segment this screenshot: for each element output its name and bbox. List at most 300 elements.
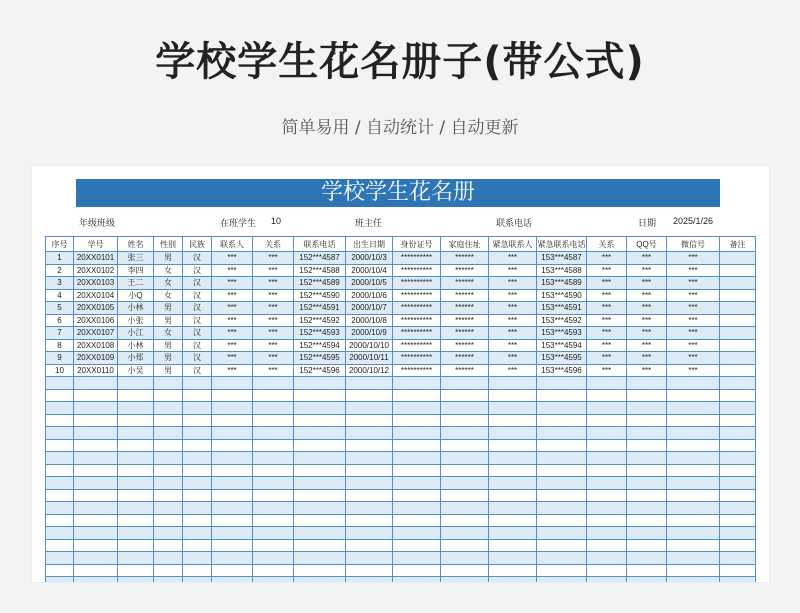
table-cell[interactable]: 152***4590 (294, 289, 346, 302)
table-cell[interactable] (118, 477, 154, 490)
table-cell[interactable] (587, 502, 627, 515)
table-cell[interactable] (183, 427, 212, 440)
table-cell[interactable] (587, 389, 627, 402)
table-cell[interactable] (667, 577, 720, 583)
table-cell[interactable]: *** (667, 339, 720, 352)
table-cell[interactable] (489, 414, 537, 427)
table-cell[interactable] (294, 489, 346, 502)
table-cell[interactable] (253, 389, 294, 402)
table-cell[interactable] (46, 389, 74, 402)
table-cell[interactable]: 153***4588 (537, 264, 587, 277)
table-cell[interactable] (183, 477, 212, 490)
table-cell[interactable] (74, 577, 118, 583)
table-cell[interactable] (489, 564, 537, 577)
table-cell[interactable] (587, 427, 627, 440)
table-cell[interactable] (212, 502, 253, 515)
table-cell[interactable]: 152***4594 (294, 339, 346, 352)
table-cell[interactable]: 男 (154, 302, 183, 315)
table-cell[interactable]: ********** (393, 289, 441, 302)
table-cell[interactable]: 小Q (118, 289, 154, 302)
table-cell[interactable] (667, 389, 720, 402)
table-cell[interactable] (212, 389, 253, 402)
table-cell[interactable] (253, 464, 294, 477)
table-cell[interactable] (720, 564, 756, 577)
table-cell[interactable] (627, 464, 667, 477)
table-cell[interactable] (441, 564, 489, 577)
table-cell[interactable] (154, 577, 183, 583)
table-cell[interactable] (627, 514, 667, 527)
table-cell[interactable] (46, 527, 74, 540)
table-cell[interactable] (74, 427, 118, 440)
table-cell[interactable] (489, 464, 537, 477)
table-cell[interactable] (74, 552, 118, 565)
table-cell[interactable] (489, 402, 537, 415)
table-cell[interactable] (154, 527, 183, 540)
table-cell[interactable] (183, 452, 212, 465)
table-cell[interactable]: *** (489, 314, 537, 327)
table-cell[interactable] (118, 464, 154, 477)
table-cell[interactable] (667, 452, 720, 465)
table-cell[interactable]: ********** (393, 314, 441, 327)
table-cell[interactable]: 3 (46, 277, 74, 290)
table-cell[interactable] (393, 464, 441, 477)
table-cell[interactable]: *** (489, 352, 537, 365)
table-cell[interactable]: 153***4591 (537, 302, 587, 315)
table-cell[interactable]: 152***4591 (294, 302, 346, 315)
table-cell[interactable]: 女 (154, 277, 183, 290)
table-cell[interactable]: 男 (154, 352, 183, 365)
table-cell[interactable]: 汉 (183, 352, 212, 365)
table-cell[interactable] (118, 552, 154, 565)
table-cell[interactable] (720, 439, 756, 452)
table-cell[interactable] (212, 577, 253, 583)
table-cell[interactable] (46, 502, 74, 515)
table-cell[interactable] (46, 464, 74, 477)
table-cell[interactable] (294, 452, 346, 465)
table-cell[interactable] (441, 452, 489, 465)
table-cell[interactable] (537, 427, 587, 440)
table-cell[interactable] (118, 489, 154, 502)
table-cell[interactable]: ********** (393, 252, 441, 265)
table-cell[interactable] (346, 427, 393, 440)
table-cell[interactable] (537, 577, 587, 583)
table-cell[interactable]: *** (489, 364, 537, 377)
table-cell[interactable] (667, 427, 720, 440)
table-cell[interactable]: 153***4595 (537, 352, 587, 365)
table-cell[interactable]: *** (212, 327, 253, 340)
table-cell[interactable] (489, 452, 537, 465)
table-cell[interactable] (118, 452, 154, 465)
table-cell[interactable] (154, 427, 183, 440)
table-cell[interactable] (346, 527, 393, 540)
table-cell[interactable] (346, 377, 393, 390)
table-cell[interactable] (118, 539, 154, 552)
table-cell[interactable] (393, 452, 441, 465)
table-cell[interactable] (46, 377, 74, 390)
table-cell[interactable] (46, 514, 74, 527)
table-cell[interactable] (720, 364, 756, 377)
table-cell[interactable] (720, 314, 756, 327)
table-cell[interactable]: 8 (46, 339, 74, 352)
table-cell[interactable] (720, 277, 756, 290)
table-cell[interactable]: *** (212, 364, 253, 377)
table-cell[interactable] (253, 527, 294, 540)
table-cell[interactable]: 汉 (183, 314, 212, 327)
table-cell[interactable] (294, 477, 346, 490)
table-cell[interactable] (294, 439, 346, 452)
table-cell[interactable] (212, 439, 253, 452)
table-cell[interactable] (489, 477, 537, 490)
table-cell[interactable] (346, 577, 393, 583)
table-cell[interactable] (587, 552, 627, 565)
table-cell[interactable] (118, 402, 154, 415)
table-cell[interactable] (74, 514, 118, 527)
table-cell[interactable]: 20XX0103 (74, 277, 118, 290)
table-cell[interactable] (294, 377, 346, 390)
table-cell[interactable] (627, 477, 667, 490)
table-cell[interactable]: 153***4589 (537, 277, 587, 290)
table-cell[interactable] (441, 514, 489, 527)
table-cell[interactable] (587, 377, 627, 390)
table-cell[interactable] (253, 514, 294, 527)
table-cell[interactable]: *** (587, 264, 627, 277)
table-cell[interactable] (627, 414, 667, 427)
table-cell[interactable]: *** (587, 339, 627, 352)
table-cell[interactable] (294, 502, 346, 515)
table-cell[interactable] (393, 439, 441, 452)
table-cell[interactable] (393, 402, 441, 415)
table-cell[interactable] (118, 377, 154, 390)
table-cell[interactable] (294, 577, 346, 583)
table-cell[interactable]: *** (253, 327, 294, 340)
table-cell[interactable] (627, 577, 667, 583)
table-cell[interactable]: *** (212, 339, 253, 352)
table-cell[interactable] (537, 439, 587, 452)
table-cell[interactable] (627, 402, 667, 415)
table-cell[interactable]: 王二 (118, 277, 154, 290)
table-cell[interactable]: 2000/10/12 (346, 364, 393, 377)
table-cell[interactable] (74, 439, 118, 452)
table-cell[interactable] (46, 452, 74, 465)
table-cell[interactable]: ********** (393, 352, 441, 365)
table-cell[interactable]: *** (667, 264, 720, 277)
table-cell[interactable]: 7 (46, 327, 74, 340)
table-cell[interactable] (627, 452, 667, 465)
table-cell[interactable] (212, 427, 253, 440)
table-cell[interactable]: 9 (46, 352, 74, 365)
table-cell[interactable]: 20XX0101 (74, 252, 118, 265)
table-cell[interactable] (627, 539, 667, 552)
table-cell[interactable]: 李四 (118, 264, 154, 277)
table-cell[interactable] (346, 414, 393, 427)
table-cell[interactable] (183, 414, 212, 427)
table-cell[interactable] (441, 489, 489, 502)
table-cell[interactable] (154, 539, 183, 552)
table-cell[interactable] (118, 389, 154, 402)
table-cell[interactable]: *** (667, 364, 720, 377)
table-cell[interactable] (212, 477, 253, 490)
table-cell[interactable]: 男 (154, 252, 183, 265)
table-cell[interactable] (253, 427, 294, 440)
table-cell[interactable] (667, 502, 720, 515)
table-cell[interactable]: 20XX0108 (74, 339, 118, 352)
table-cell[interactable]: 152***4593 (294, 327, 346, 340)
table-cell[interactable]: *** (212, 302, 253, 315)
table-cell[interactable] (346, 389, 393, 402)
table-cell[interactable] (154, 514, 183, 527)
table-cell[interactable]: 20XX0109 (74, 352, 118, 365)
table-cell[interactable] (183, 389, 212, 402)
table-cell[interactable]: 汉 (183, 289, 212, 302)
table-cell[interactable]: *** (667, 277, 720, 290)
table-cell[interactable]: 汉 (183, 264, 212, 277)
table-cell[interactable] (253, 564, 294, 577)
table-cell[interactable] (720, 552, 756, 565)
table-cell[interactable] (587, 527, 627, 540)
table-cell[interactable] (720, 489, 756, 502)
table-cell[interactable]: *** (627, 314, 667, 327)
table-cell[interactable] (720, 427, 756, 440)
table-cell[interactable] (587, 414, 627, 427)
table-cell[interactable] (154, 464, 183, 477)
table-cell[interactable]: 1 (46, 252, 74, 265)
table-cell[interactable] (537, 477, 587, 490)
table-cell[interactable]: 2000/10/5 (346, 277, 393, 290)
table-cell[interactable] (74, 452, 118, 465)
table-cell[interactable] (667, 439, 720, 452)
table-cell[interactable]: 153***4590 (537, 289, 587, 302)
table-cell[interactable] (627, 389, 667, 402)
table-cell[interactable]: 2000/10/4 (346, 264, 393, 277)
table-cell[interactable]: 20XX0107 (74, 327, 118, 340)
table-cell[interactable]: 153***4587 (537, 252, 587, 265)
table-cell[interactable]: *** (489, 252, 537, 265)
table-cell[interactable]: 小江 (118, 327, 154, 340)
table-cell[interactable] (537, 552, 587, 565)
table-cell[interactable] (537, 452, 587, 465)
table-cell[interactable]: 152***4595 (294, 352, 346, 365)
table-cell[interactable] (441, 464, 489, 477)
table-cell[interactable] (212, 377, 253, 390)
table-cell[interactable]: *** (667, 302, 720, 315)
table-cell[interactable]: 152***4596 (294, 364, 346, 377)
table-cell[interactable] (74, 502, 118, 515)
table-cell[interactable] (441, 552, 489, 565)
table-cell[interactable] (294, 539, 346, 552)
table-cell[interactable] (489, 577, 537, 583)
table-cell[interactable] (441, 427, 489, 440)
table-cell[interactable] (253, 489, 294, 502)
table-cell[interactable]: 小林 (118, 302, 154, 315)
table-cell[interactable] (294, 389, 346, 402)
table-cell[interactable] (118, 414, 154, 427)
table-cell[interactable] (294, 552, 346, 565)
table-cell[interactable] (74, 539, 118, 552)
table-cell[interactable]: *** (627, 327, 667, 340)
table-cell[interactable]: 153***4594 (537, 339, 587, 352)
table-cell[interactable] (667, 552, 720, 565)
table-cell[interactable] (253, 452, 294, 465)
table-cell[interactable] (154, 439, 183, 452)
table-cell[interactable] (667, 564, 720, 577)
table-cell[interactable] (489, 489, 537, 502)
table-cell[interactable] (441, 439, 489, 452)
table-cell[interactable] (46, 552, 74, 565)
table-cell[interactable] (537, 389, 587, 402)
table-cell[interactable]: *** (212, 252, 253, 265)
table-cell[interactable] (154, 564, 183, 577)
table-cell[interactable] (154, 477, 183, 490)
table-cell[interactable]: 20XX0102 (74, 264, 118, 277)
table-cell[interactable]: *** (627, 252, 667, 265)
table-cell[interactable]: 2000/10/11 (346, 352, 393, 365)
table-cell[interactable] (537, 539, 587, 552)
table-cell[interactable]: 男 (154, 364, 183, 377)
table-cell[interactable]: 4 (46, 289, 74, 302)
table-cell[interactable] (393, 539, 441, 552)
table-cell[interactable] (537, 514, 587, 527)
table-cell[interactable]: 女 (154, 327, 183, 340)
table-cell[interactable] (393, 377, 441, 390)
table-cell[interactable] (720, 402, 756, 415)
table-cell[interactable] (627, 502, 667, 515)
table-cell[interactable]: *** (253, 277, 294, 290)
table-cell[interactable] (537, 414, 587, 427)
table-cell[interactable]: 2000/10/9 (346, 327, 393, 340)
table-cell[interactable] (253, 552, 294, 565)
table-cell[interactable] (441, 377, 489, 390)
table-cell[interactable] (294, 527, 346, 540)
table-cell[interactable]: *** (253, 302, 294, 315)
table-cell[interactable] (667, 402, 720, 415)
table-cell[interactable] (183, 552, 212, 565)
table-cell[interactable] (294, 564, 346, 577)
table-cell[interactable] (346, 552, 393, 565)
table-cell[interactable] (720, 289, 756, 302)
table-cell[interactable] (537, 464, 587, 477)
table-cell[interactable]: 小林 (118, 339, 154, 352)
table-cell[interactable]: 汉 (183, 252, 212, 265)
table-cell[interactable] (441, 539, 489, 552)
table-cell[interactable]: *** (587, 289, 627, 302)
table-cell[interactable]: *** (627, 264, 667, 277)
table-cell[interactable] (183, 539, 212, 552)
table-cell[interactable]: *** (587, 277, 627, 290)
table-cell[interactable] (587, 464, 627, 477)
table-cell[interactable] (720, 577, 756, 583)
table-cell[interactable]: 2000/10/10 (346, 339, 393, 352)
table-cell[interactable]: 20XX0105 (74, 302, 118, 315)
table-cell[interactable] (667, 489, 720, 502)
table-cell[interactable]: 2000/10/6 (346, 289, 393, 302)
table-cell[interactable] (212, 489, 253, 502)
table-cell[interactable]: 女 (154, 264, 183, 277)
table-cell[interactable] (346, 502, 393, 515)
table-cell[interactable] (154, 402, 183, 415)
table-cell[interactable] (393, 527, 441, 540)
table-cell[interactable]: ****** (441, 364, 489, 377)
table-cell[interactable] (441, 502, 489, 515)
table-cell[interactable]: 10 (46, 364, 74, 377)
table-cell[interactable] (46, 477, 74, 490)
table-cell[interactable] (393, 552, 441, 565)
table-cell[interactable] (118, 502, 154, 515)
table-cell[interactable] (183, 564, 212, 577)
table-cell[interactable] (667, 527, 720, 540)
table-cell[interactable]: 汉 (183, 302, 212, 315)
table-cell[interactable] (183, 514, 212, 527)
table-cell[interactable] (720, 252, 756, 265)
table-cell[interactable]: ****** (441, 302, 489, 315)
table-cell[interactable] (346, 489, 393, 502)
table-cell[interactable] (74, 402, 118, 415)
table-cell[interactable] (393, 514, 441, 527)
table-cell[interactable]: *** (212, 289, 253, 302)
table-cell[interactable]: 153***4596 (537, 364, 587, 377)
table-cell[interactable] (183, 377, 212, 390)
table-cell[interactable]: ****** (441, 352, 489, 365)
table-cell[interactable]: 张三 (118, 252, 154, 265)
table-cell[interactable] (46, 577, 74, 583)
table-cell[interactable] (346, 452, 393, 465)
table-cell[interactable] (212, 539, 253, 552)
table-cell[interactable] (74, 477, 118, 490)
table-cell[interactable]: ********** (393, 302, 441, 315)
table-cell[interactable] (489, 427, 537, 440)
table-cell[interactable] (587, 564, 627, 577)
table-cell[interactable]: ****** (441, 289, 489, 302)
table-cell[interactable]: ****** (441, 264, 489, 277)
table-cell[interactable] (294, 514, 346, 527)
table-cell[interactable] (667, 514, 720, 527)
table-cell[interactable]: ********** (393, 277, 441, 290)
table-cell[interactable] (294, 414, 346, 427)
table-cell[interactable] (183, 577, 212, 583)
table-cell[interactable] (253, 439, 294, 452)
table-cell[interactable] (627, 527, 667, 540)
table-cell[interactable]: *** (212, 314, 253, 327)
table-cell[interactable] (212, 402, 253, 415)
table-cell[interactable]: ********** (393, 327, 441, 340)
table-cell[interactable]: *** (667, 289, 720, 302)
table-cell[interactable]: 汉 (183, 277, 212, 290)
table-cell[interactable] (393, 427, 441, 440)
table-cell[interactable] (720, 539, 756, 552)
table-cell[interactable]: *** (253, 364, 294, 377)
table-cell[interactable]: 152***4587 (294, 252, 346, 265)
table-cell[interactable] (720, 327, 756, 340)
table-cell[interactable] (346, 402, 393, 415)
table-cell[interactable]: *** (212, 352, 253, 365)
table-cell[interactable]: 小郑 (118, 352, 154, 365)
table-cell[interactable] (154, 414, 183, 427)
table-cell[interactable] (627, 552, 667, 565)
table-cell[interactable]: *** (587, 252, 627, 265)
table-cell[interactable] (46, 414, 74, 427)
table-cell[interactable]: *** (489, 264, 537, 277)
table-cell[interactable]: *** (667, 327, 720, 340)
table-cell[interactable]: *** (587, 314, 627, 327)
table-cell[interactable] (46, 439, 74, 452)
table-cell[interactable] (154, 452, 183, 465)
table-cell[interactable] (441, 477, 489, 490)
table-cell[interactable] (46, 427, 74, 440)
table-cell[interactable] (253, 414, 294, 427)
table-cell[interactable]: 20XX0106 (74, 314, 118, 327)
table-cell[interactable] (489, 514, 537, 527)
table-cell[interactable] (587, 514, 627, 527)
table-cell[interactable]: 男 (154, 314, 183, 327)
